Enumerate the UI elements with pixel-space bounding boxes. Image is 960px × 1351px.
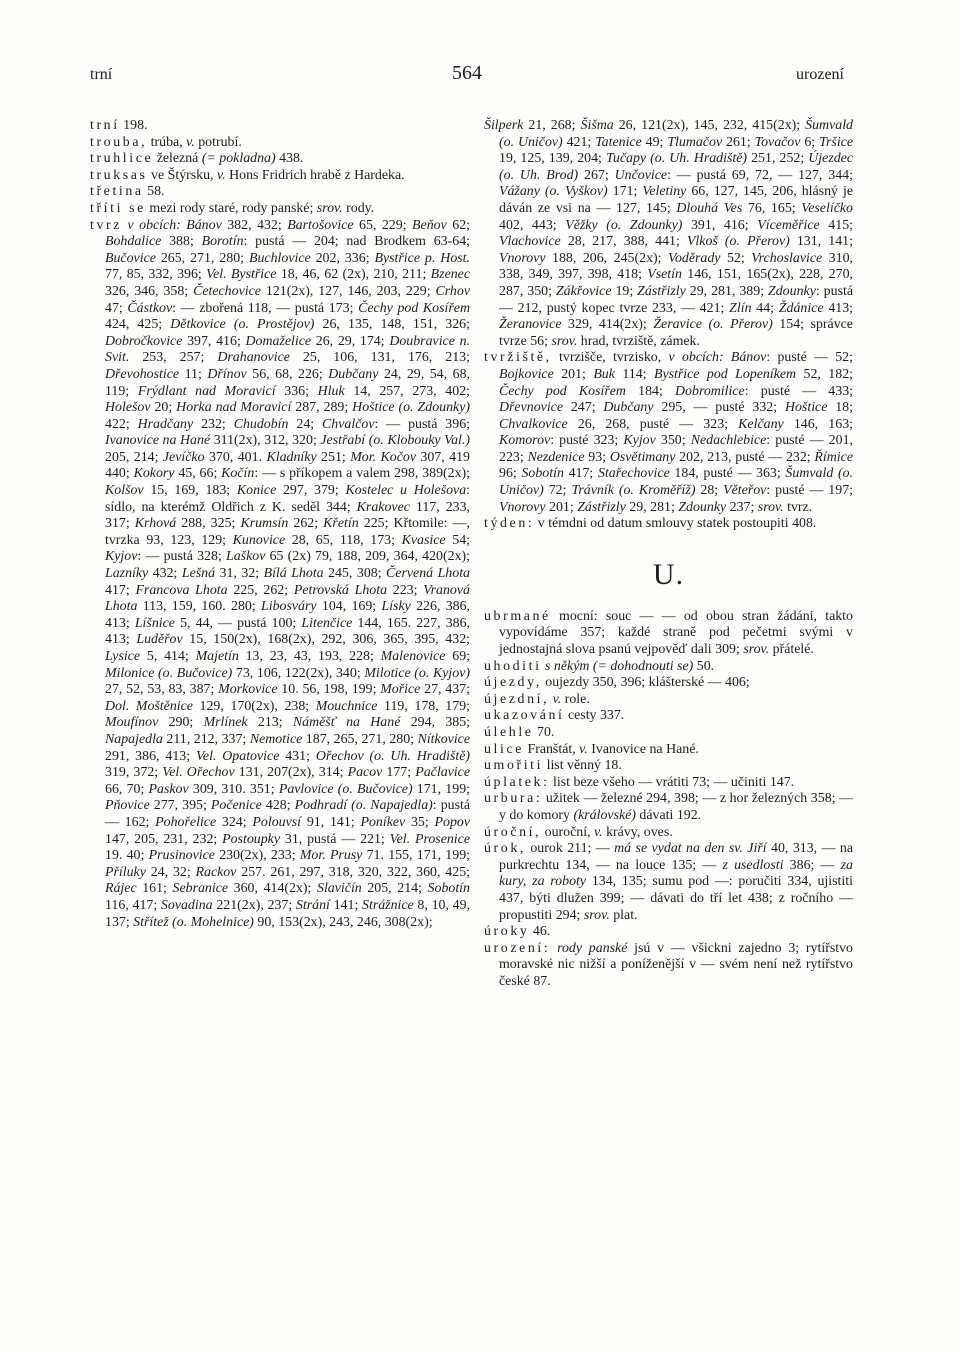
entry-text: Šilperk 21, 268; Šišma 26, 121(2x), 145, 232, 415(2x); Šumvald (o. Uničov) 421; Tatenice 49; Tlumačov 261; Tovačov 6; Tršice 19, 125, 139, 204; Tučapy (o. Uh. Hradiště) 251, 252; Újezdec (o. Uh. Brod) 267; Unčovice: — pustá 69, 72, — 127, 344; Vážany (o. Vyškov) 171; Veletiny 66, 127, 145, 206, hlásný je dáván ze vsi na — 127, 145; Dlouhá Ves 76, 165; Veselíčko 402, 443; Věžky (o. Zdounky) 391, 416; Víceměřice 415; Vlachovice 28, 217, 388, 441; Vlkoš (o. Přerov) 131, 141; Vnorovy 188, 206, 245(2x); Voděrady 52; Vrchoslavice 310, 338, 349, 397, 398, 418; Vsetín 146, 151, 165(2x), 228, 270, 287, 350; Zákřovice 19; Zástřizly 29, 281, 389; Zdounky: pustá — 212, pustý kopec tvrze 233, — 421; Zlín 44; Ždánice 413; Žeranovice 329, 414(2x); Žeravice (o. Přerov) 154; správce tvrze 56; srov. hrad, tvrziště, zámek.: [484, 118, 854, 349]
dictionary-entry: [90, 184, 470, 201]
entry-headword: uhoditi: [484, 658, 542, 674]
entry-text: v. role.: [552, 691, 590, 707]
entry-headword: tvržiště,: [484, 350, 552, 366]
dictionary-entry: [484, 350, 853, 516]
entry-headword: urbura:: [484, 791, 543, 807]
entry-text: cesty 337.: [564, 708, 625, 724]
entry-text: s někým (= dohodnouti se) 50.: [545, 658, 715, 674]
entry-text: v obcích: Bánov 382, 432; Bartošovice 65, 229; Beňov 62; Bohdalice 388; Borotín: pustá — 204; nad Brodkem 63-64; Bučovice 265, 271, 280; Buchlovice 202, 336; Bystřice p. Host. 77, 85, 332, 396; Vel. Bystřice 18, 46, 62 (2x), 210, 211; Bzenec 326, 346, 358; Četechovice 121(2x), 127, 146, 203, 229; Crhov 47; Částkov: — zbořená 118, — pustá 173; Čechy pod Kosířem 424, 425; Dětkovice (o. Prostějov) 26, 135, 148, 151, 326; Dobročkovice 397, 416; Domaželice 26, 29, 174; Doubravice n. Svit. 253, 257; Drahanovice 25, 106, 131, 176, 213; Dřevohostice 11; Dřínov 56, 68, 226; Dubčany 24, 29, 54, 68, 119; Frýdlant nad Moravicí 336; Hluk 14, 257, 273, 402; Holešov 20; Horka nad Moravicí 287, 289; Hoštice (o. Zdounky) 422; Hradčany 232; Chudobín 24; Chvalčov: — pustá 396; Ivanovice na Hané 311(2x), 312, 320; Jestřabí (o. Klobouky Val.) 205, 214; Jevíčko 370, 401. Kladníky 251; Mor. Kočov 307, 419 440; Kokory 45, 66; Kočín: — s příkopem a valem 298, 389(2x); Kolšov 15, 169, 183; Konice 297, 379; Kostelec u Holešova: sídlo, na kterémž Oldřich z K. seděl 344; Krakovec 117, 233, 317; Krhová 288, 325; Krumsín 262; Křetín 225; Křtomile: —, tvrzka 93, 123, 129; Kunovice 28, 65, 118, 173; Kvasice 54; Kyjov: — pustá 328; Laškov 65 (2x) 79, 188, 209, 364, 420(2x); Lazníky 432; Lešná 31, 32; Bílá Lhota 245, 308; Červená Lhota 417; Francova Lhota 225, 262; Petrovská Lhota 223; Vranová Lhota 113, 159, 160. 280; Libosváry 104, 169; Lísky 226, 386, 413; Líšnice 5, 44, — pustá 100; Litenčice 144, 165. 227, 386, 413; Luděřov 15, 150(2x), 168(2x), 292, 306, 365, 395, 432; Lysice 5, 414; Majetín 13, 23, 43, 193, 228; Malenovice 69; Milonice (o. Bučovice) 73, 106, 122(2x), 340; Milotice (o. Kyjov) 27, 52, 53, 83, 387; Morkovice 10. 56, 198, 199; Mořice 27, 437; Dol. Moštěnice 129, 170(2x), 238; Mouchnice 119, 178, 179; Moufínov 290; Mrlínek 213; Náměšť na Hané 294, 385; Napajedla 211, 212, 337; Nemotice 187, 265, 271, 280; Nítkovice 291, 386, 413; Vel. Opatovice 431; Ořechov (o. Uh. Hradiště) 319, 372; Vel. Ořechov 131, 207(2x), 314; Pacov 177; Pačlavice 66, 70; Paskov 309, 310. 351; Pavlovice (o. Bučovice) 171, 199; Pňovice 277, 395; Počenice 428; Podhradí (o. Napajedla): pustá — 162; Pohořelice 324; Polouvsí 91, 141; Poníkev 35; Popov 147, 205, 231, 232; Postoupky 31, pustá — 221; Vel. Prosenice 19. 40; Prusinovice 230(2x), 233; Mor. Prusy 71. 155, 171, 199; Příluky 24, 32; Rackov 257. 261, 297, 318, 320, 322, 360, 425; Rájec 161; Sebranice 360, 414(2x); Slavičín 205, 214; Sobotín 116, 417; Sovadina 221(2x), 237; Strání 141; Strážnice 8, 10, 49, 137; Střítež (o. Mohelnice) 90, 153(2x), 243, 246, 308(2x);: [105, 217, 471, 930]
left-column: [90, 118, 470, 931]
entry-headword: trouba,: [90, 134, 148, 150]
entry-text: 58.: [143, 184, 165, 200]
entry-text: 70.: [533, 725, 555, 740]
dictionary-entry: [484, 516, 853, 533]
entry-headword: třetina: [90, 184, 144, 200]
dictionary-entry: [484, 609, 853, 659]
entry-headword: úlehle: [484, 725, 534, 740]
entry-text: v témdni od datum smlouvy statek postoupiti 408.: [534, 516, 817, 532]
right-column-entries-u: [484, 609, 853, 991]
dictionary-entry: [484, 775, 853, 792]
dictionary-entry: [90, 135, 470, 152]
entry-text: tvrzišče, tvrzisko, v obcích: Bánov: pusté — 52; Bojkovice 201; Buk 114; Bystřice pod Lopeníkem 52, 182; Čechy pod Kosířem 184; Dobromilice: pusté — 433; Dřevnovice 247; Dubčany 295, — pusté 332; Hoštice 18; Chvalkovice 26, 268, pusté — 323; Kelčany 146, 163; Komorov: pusté 323; Kyjov 350; Nedachlebice: pusté — 201, 223; Nezdenice 93; Osvětimany 202, 213, pusté — 232; Římice 96; Sobotín 417; Stařechovice 184, pusté — 363; Šumvald (o. Uničov) 72; Trávník (o. Kroměříž) 28; Věteřov: pusté — 197; Vnorovy 201; Zástřizly 29, 281; Zdounky 237; srov. tvrz.: [499, 350, 854, 515]
entry-headword: úroky: [484, 924, 530, 940]
entry-headword: ulice: [484, 741, 524, 757]
right-column-entries-t: [484, 118, 853, 533]
entry-headword: ubrmané: [484, 608, 551, 624]
entry-text: list beze všeho — vrátiti 73; — učiniti 147.: [549, 774, 795, 790]
entry-text: mezi rody staré, rody panské; srov. rody.: [145, 200, 375, 216]
dictionary-entry: [484, 742, 853, 759]
dictionary-entry: [484, 758, 853, 775]
entry-text: Franštát, v. Ivanovice na Hané.: [524, 741, 699, 757]
entry-headword: újezdní,: [484, 691, 550, 707]
entry-text: ourok 211; — má se vydat na den sv. Jiří 40, 313, — na purkrechtu 134, — na louce 135; — z usedlosti 386; — za kury, za roboty 134, 135; sumu pod —: poručiti 334, ujistiti 437, býti dlužen 399; — dávati do tří let 438; z ročního — propustiti 294; srov. plat.: [499, 841, 853, 923]
entry-headword: úplatek:: [484, 774, 550, 790]
section-letter: U.: [652, 557, 685, 591]
entry-text: užitek — železné 294, 398; — z hor železných 358; —y do komory (královské) dávati 192.: [499, 791, 853, 823]
page-header: [90, 62, 844, 86]
entry-headword: trní: [90, 118, 120, 133]
dictionary-entry: [90, 151, 470, 168]
dictionary-entry: [484, 725, 853, 742]
page-number: 564: [452, 62, 482, 84]
entry-text: železná (= pokladna) 438.: [153, 151, 304, 167]
entry-headword: úrok,: [484, 841, 526, 857]
entry-text: ouroční, v. krávy, oves.: [541, 824, 673, 840]
entry-text: 198.: [119, 118, 148, 133]
dictionary-entry: [484, 941, 853, 991]
entry-headword: truksas: [90, 167, 148, 183]
dictionary-entry: [90, 201, 470, 218]
dictionary-entry: [484, 791, 853, 824]
running-head-left: trní: [90, 66, 113, 83]
entry-text: list věnný 18.: [543, 758, 622, 774]
entry-text: mocní: souc — — od obou stran žádáni, takto vypovídáme 357; každé straně pod pečetmi svými v jednostajná slova psanú vejpověď dali 309; srov. přátelé.: [499, 608, 853, 658]
entry-headword: ukazování: [484, 708, 565, 724]
dictionary-entry: [90, 118, 470, 135]
entry-headword: truhlice: [90, 151, 154, 167]
entry-headword: tříti se: [90, 200, 146, 216]
dictionary-entry: [484, 692, 853, 709]
entry-text: trúba, v. potrubí.: [147, 134, 242, 150]
entry-text: oujezdy 350, 396; klášterské — 406;: [541, 675, 750, 691]
dictionary-entry: [90, 168, 470, 185]
entry-text: rody panské jsú v — všickni zajedno 3; rytířstvo moravské nic nižší a poníženější v — svém není než rytířstvo české 87.: [499, 940, 854, 989]
right-column: [484, 118, 853, 991]
dictionary-entry: [484, 659, 853, 676]
entry-headword: tvrz: [90, 217, 122, 233]
running-head-right: urození: [796, 66, 844, 83]
entry-text: ve Štýrsku, v. Hons Fridrich hrabě z Hardeka.: [147, 167, 405, 183]
entry-headword: újezdy,: [484, 675, 542, 691]
dictionary-entry: [484, 118, 853, 350]
entry-text: 46.: [529, 924, 551, 940]
dictionary-entry: [484, 825, 853, 842]
entry-headword: týden:: [484, 516, 535, 532]
dictionary-entry: [484, 675, 853, 692]
entry-headword: úroční,: [484, 824, 542, 840]
dictionary-entry: [484, 841, 853, 924]
dictionary-entry: [484, 708, 853, 725]
entry-headword: umořiti: [484, 758, 544, 774]
entry-headword: urození:: [484, 940, 551, 956]
dictionary-entry: [484, 924, 853, 941]
dictionary-entry: [90, 218, 470, 932]
